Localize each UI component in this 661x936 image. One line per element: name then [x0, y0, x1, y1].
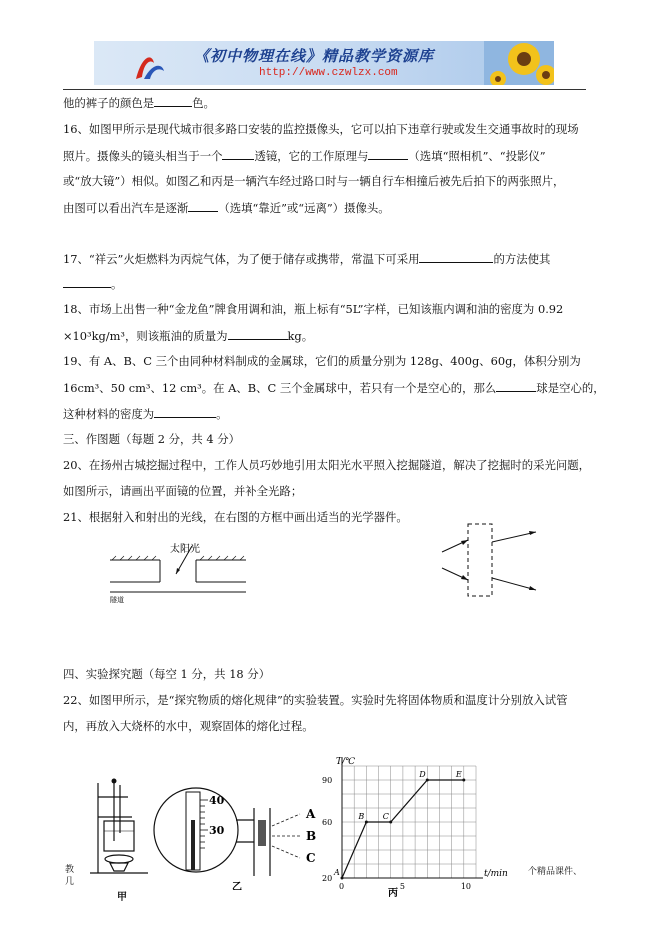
point-label: E [455, 770, 462, 779]
x-axis-label: t/min [484, 869, 508, 879]
sunflower-icon [484, 41, 554, 85]
section-4-heading: 四、实验探究题（每空 1 分，共 18 分） [63, 667, 271, 681]
q22-line-2: 内，再放入大烧杯的水中，观察固体的熔化过程。 [63, 719, 314, 733]
sun-label: 太阳光 [170, 544, 200, 555]
q21-line: 21、根据射入和射出的光线，在右图的方框中画出适当的光学器件。 [63, 510, 408, 524]
optical-box-figure [438, 518, 538, 608]
y-tick-label: 20 [322, 874, 333, 883]
q16-line-1: 16、如图甲所示是现代城市很多路口安装的监控摄像头，它可以拍下违章行驶或发生交通事故时的现场 [63, 122, 579, 136]
mercury-column [191, 820, 195, 870]
data-point [365, 821, 368, 824]
banner-title: 《初中物理在线》精品教学资源库 [194, 47, 435, 65]
apparatus-figure [88, 775, 158, 885]
fig-label-yi: 乙 [232, 882, 242, 890]
header-rule [63, 89, 586, 90]
q18-line-1: 18、市场上出售一种“金龙鱼”牌食用调和油，瓶上标有“5L”字样，已知该瓶内调和油的密度为 0.92 [63, 302, 564, 316]
footer-left-text: 教 [65, 865, 75, 875]
site-logo-icon [132, 49, 168, 83]
arrow-icon [529, 586, 536, 590]
data-point [426, 779, 429, 782]
arrow-icon [461, 540, 468, 545]
arrow-icon [461, 575, 468, 580]
q19-line-1: 19、有 A、B、C 三个由同种材料制成的金属球，它们的质量分别为 128g、400g、60g，体积分别为 [63, 354, 581, 368]
fig-label-bing: 丙 [388, 888, 398, 898]
tunnel-label: 隧道 [110, 596, 124, 604]
footer-right-text: 个精品课件、 [528, 867, 583, 877]
q22-line-1: 22、如图甲所示，是“探究物质的熔化规律”的实验装置。实验时先将固体物质和温度计分别放入试管 [63, 693, 568, 707]
x-tick-label: 0 [339, 882, 345, 891]
q17-line-1: 17、“祥云”火炬燃料为丙烷气体，为了便于储存或携带，常温下可采用 的方法使其 [63, 252, 551, 266]
q16-line-3: 或“放大镜”）相似。如图乙和丙是一辆汽车经过路口时与一辆自行车相撞后被先后拍下的两张照片， [63, 174, 565, 188]
line-prev-question: 他的裤子的颜色是 色。 [63, 96, 215, 110]
view-label-b: B [306, 829, 317, 843]
data-point [389, 821, 392, 824]
footer-left-text-2: 几 [65, 877, 75, 887]
q19-line-2: 16cm³、50 cm³、12 cm³。在 A、B、C 三个金属球中，若只有一个是空心的，那么 球是空心的， [63, 381, 605, 395]
q16-line-2: 照片。摄像头的镜头相当于一个 透镜，它的工作原理与 （选填“照相机”、“投影仪” [63, 149, 546, 163]
thermo-mark-40: 40 [209, 794, 225, 807]
section-3-heading: 三、作图题（每题 2 分，共 4 分） [63, 432, 241, 446]
y-tick-label: 60 [322, 818, 333, 827]
arrow-icon [529, 531, 536, 535]
point-label: B [358, 812, 365, 821]
thermo-mark-30: 30 [209, 824, 225, 837]
data-point [462, 779, 465, 782]
point-label: A [334, 868, 340, 877]
point-label: D [419, 770, 426, 779]
q20-line-1: 20、在扬州古城挖掘过程中，工作人员巧妙地引用太阳光水平照入挖掘隧道，解决了挖掘时的采光问题， [63, 458, 591, 472]
x-tick-label: 10 [460, 882, 472, 891]
header-banner [94, 41, 554, 85]
q20-line-2: 如图所示，请画出平面镜的位置，并补全光路； [63, 484, 303, 498]
banner-url: http://www.czwlzx.com [259, 67, 398, 79]
y-axis-label: T/℃ [336, 757, 356, 767]
x-tick-label: 5 [399, 882, 406, 891]
q16-line-4: 由图可以看出汽车是逐渐 （选填“靠近”或“远离”）摄像头。 [63, 201, 390, 215]
q19-line-3: 这种材料的密度为 。 [63, 407, 228, 421]
dashed-box [468, 524, 492, 596]
view-label-a: A [306, 807, 316, 821]
q18-line-2: ×10³kg/m³，则该瓶油的质量为 kg。 [63, 329, 314, 343]
melting-chart [318, 752, 528, 898]
thermometer-figure [152, 780, 332, 890]
y-tick-label: 90 [322, 776, 333, 785]
point-label: C [382, 812, 389, 821]
view-label-c: C [306, 851, 316, 865]
tunnel-figure [108, 540, 248, 610]
data-point [341, 877, 344, 880]
q17-line-2: 。 [63, 276, 122, 291]
fig-label-jia: 甲 [117, 892, 127, 903]
